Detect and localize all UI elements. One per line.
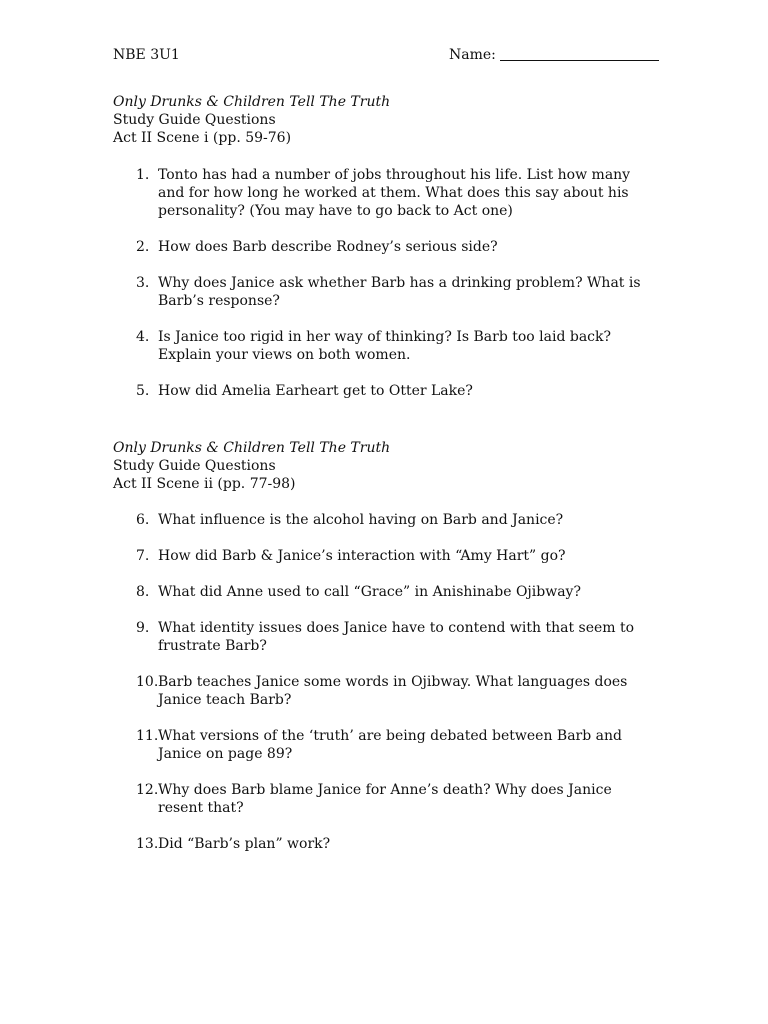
- question-text: How does Barb describe Rodney’s serious side?: [158, 239, 498, 255]
- question-text: What identity issues does Janice have to contend with that seem to frustrate Barb?: [158, 620, 635, 654]
- section-heading-1: [113, 93, 390, 147]
- question-list-2: [136, 511, 656, 871]
- question-item: [136, 781, 656, 817]
- question-number: 5.: [136, 383, 150, 399]
- course-code: NBE 3U1: [113, 47, 180, 63]
- question-number: 1.: [136, 167, 150, 183]
- question-item: [136, 328, 656, 364]
- question-text: Barb teaches Janice some words in Ojibway. What languages does Janice teach Barb?: [158, 674, 628, 708]
- question-item: [136, 673, 656, 709]
- question-item: [136, 583, 656, 601]
- question-text: How did Amelia Earheart get to Otter Lake?: [158, 383, 473, 399]
- question-item: [136, 727, 656, 763]
- question-number: 2.: [136, 239, 150, 255]
- question-number: 9.: [136, 620, 150, 636]
- question-item: [136, 835, 656, 853]
- question-item: [136, 382, 656, 400]
- section-heading-2: [113, 439, 390, 493]
- play-title: Only Drunks & Children Tell The Truth: [113, 440, 391, 456]
- question-number: 3.: [136, 275, 150, 291]
- question-text: What versions of the ‘truth’ are being debated between Barb and Janice on page 89?: [158, 728, 622, 762]
- question-text: What influence is the alcohol having on Barb and Janice?: [158, 512, 564, 528]
- question-number: 10.: [136, 674, 159, 690]
- question-item: [136, 274, 656, 310]
- question-text: Did “Barb’s plan” work?: [158, 836, 331, 852]
- question-text: Is Janice too rigid in her way of thinking? Is Barb too laid back? Explain your views on both women.: [158, 329, 612, 363]
- study-guide-label: Study Guide Questions: [113, 112, 276, 128]
- question-item: [136, 511, 656, 529]
- name-field: [449, 46, 659, 64]
- question-number: 4.: [136, 329, 150, 345]
- name-blank-line: [500, 46, 659, 61]
- question-item: [136, 238, 656, 256]
- question-number: 6.: [136, 512, 150, 528]
- question-item: [136, 166, 656, 220]
- question-text: Tonto has had a number of jobs throughout his life. List how many and for how long he worked at them. What does this say about his personality? (You may have to go back to Act one): [158, 167, 631, 219]
- question-number: 8.: [136, 584, 150, 600]
- play-title: Only Drunks & Children Tell The Truth: [113, 94, 391, 110]
- study-guide-label: Study Guide Questions: [113, 458, 276, 474]
- question-number: 12.: [136, 782, 159, 798]
- scene-label: Act II Scene ii (pp. 77-98): [113, 476, 296, 492]
- scene-label: Act II Scene i (pp. 59-76): [113, 130, 292, 146]
- question-list-1: [136, 166, 656, 418]
- question-number: 11.: [136, 728, 159, 744]
- question-number: 7.: [136, 548, 150, 564]
- question-item: [136, 547, 656, 565]
- question-text: Why does Barb blame Janice for Anne’s death? Why does Janice resent that?: [158, 782, 612, 816]
- question-number: 13.: [136, 836, 159, 852]
- question-text: What did Anne used to call “Grace” in Anishinabe Ojibway?: [158, 584, 581, 600]
- question-text: Why does Janice ask whether Barb has a drinking problem? What is Barb’s response?: [158, 275, 641, 309]
- question-item: [136, 619, 656, 655]
- name-label: Name:: [449, 47, 496, 63]
- question-text: How did Barb & Janice’s interaction with “Amy Hart” go?: [158, 548, 566, 564]
